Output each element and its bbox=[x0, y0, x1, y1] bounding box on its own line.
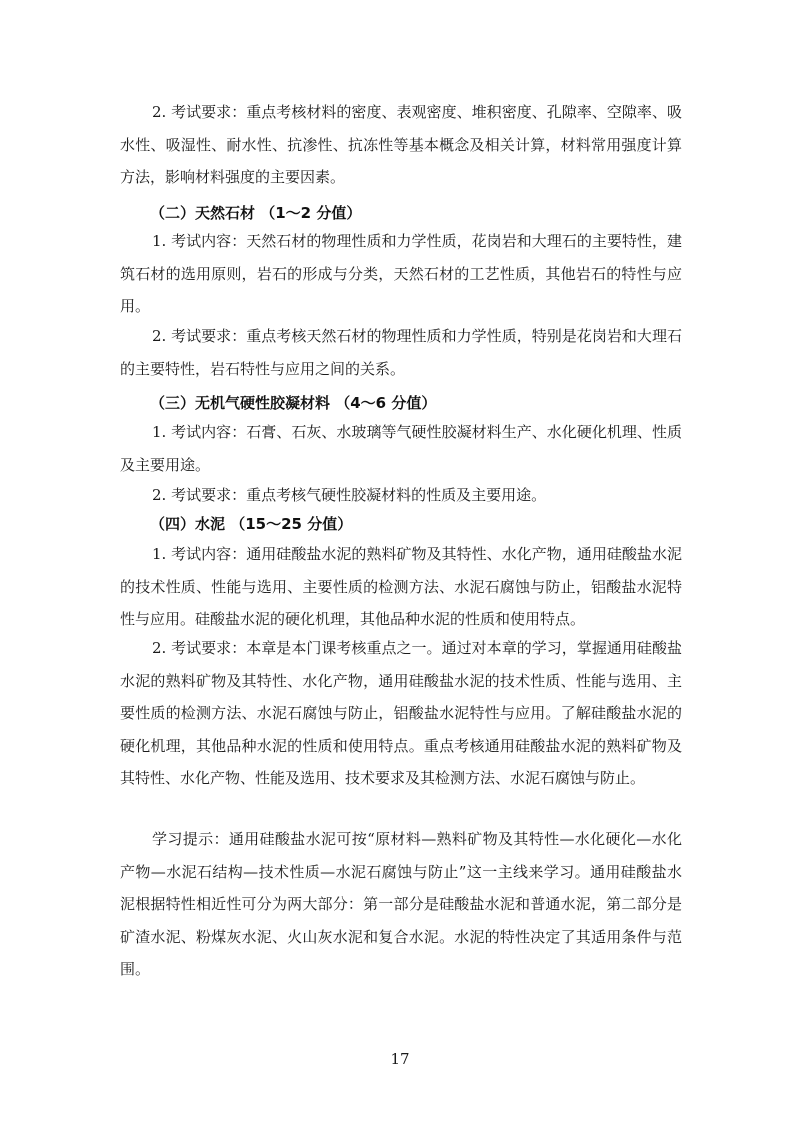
s2-requirement-paragraph: 2. 考试要求：重点考核天然石材的物理性质和力学性质，特别是花岗岩和大理石的主要特性，岩石特性与应用之间的关系。 bbox=[120, 327, 682, 378]
section-heading-natural-stone: （二）天然石材 （1～2 分值） bbox=[150, 204, 362, 222]
section-heading-cement: （四）水泥 （15～25 分值） bbox=[150, 515, 353, 533]
s3-content-paragraph: 1. 考试内容：石膏、石灰、水玻璃等气硬性胶凝材料生产、水化硬化机理、性质及主要用途。 bbox=[120, 423, 682, 474]
s3-requirement-paragraph: 2. 考试要求：重点考核气硬性胶凝材料的性质及主要用途。 bbox=[152, 486, 547, 504]
s1-requirement-paragraph: 2. 考试要求：重点考核材料的密度、表观密度、堆积密度、孔隙率、空隙率、吸水性、吸湿性、耐水性、抗渗性、抗冻性等基本概念及相关计算，材料常用强度计算方法，影响材料强度的主要因素。 bbox=[120, 103, 682, 187]
s4-requirement-paragraph: 2. 考试要求：本章是本门课考核重点之一。通过对本章的学习，掌握通用硅酸盐水泥的熟料矿物及其特性、水化产物，通用硅酸盐水泥的技术性质、性能与选用、主要性质的检测方法、水泥石腐蚀与防止，铝酸盐水泥特性与应用。了解硅酸盐水泥的硬化机理，其他品种水泥的性质和使用特点。重点考核通用硅酸盐水泥的熟料矿物及其特性、水化产物、性能及选用、技术要求及其检测方法、水泥石腐蚀与防止。 bbox=[120, 639, 682, 788]
page-number: 17 bbox=[390, 1050, 410, 1068]
s2-content-paragraph: 1. 考试内容：天然石材的物理性质和力学性质，花岗岩和大理石的主要特性，建筑石材的选用原则，岩石的形成与分类，天然石材的工艺性质，其他岩石的特性与应用。 bbox=[120, 232, 682, 316]
s4-study-tip-paragraph: 学习提示：通用硅酸盐水泥可按“原材料—熟料矿物及其特性—水化硬化—水化产物—水泥石结构—技术性质—水泥石腐蚀与防止”这一主线来学习。通用硅酸盐水泥根据特性相近性可分为两大部分：第一部分是硅酸盐水泥和普通水泥，第二部分是矿渣水泥、粉煤灰水泥、火山灰水泥和复合水泥。水泥的特性决定了其适用条件与范围。 bbox=[120, 830, 682, 979]
section-heading-air-hardening-binders: （三）无机气硬性胶凝材料 （4～6 分值） bbox=[150, 394, 437, 412]
s4-content-paragraph: 1. 考试内容：通用硅酸盐水泥的熟料矿物及其特性、水化产物，通用硅酸盐水泥的技术性质、性能与选用、主要性质的检测方法、水泥石腐蚀与防止，铝酸盐水泥特性与应用。硅酸盐水泥的硬化机理，其他品种水泥的性质和使用特点。 bbox=[120, 545, 682, 629]
